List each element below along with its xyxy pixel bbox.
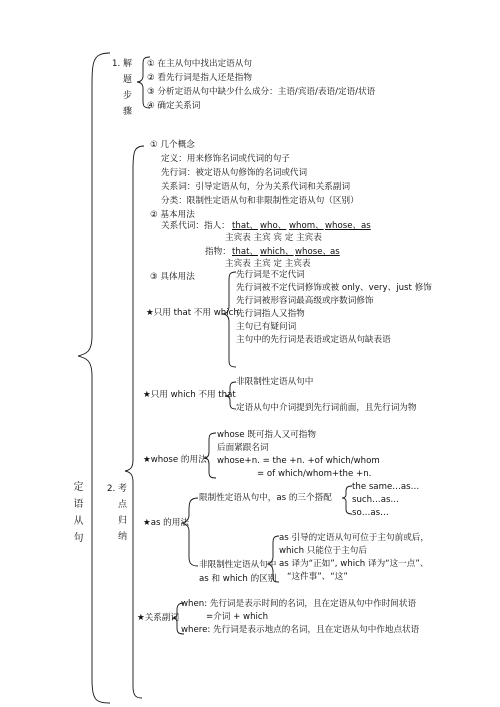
as-nonrestrictive-2: as 和 which 的区别 <box>199 574 277 584</box>
that-item-4: 先行词指人又指物 <box>236 309 305 319</box>
person-word-who: who、 <box>260 221 287 231</box>
section1-title: 解题步骤 <box>122 59 132 117</box>
collocation-brace <box>342 486 352 514</box>
adverb-when-equals: =介词 + which <box>206 612 269 622</box>
root-label: 定语从句 <box>73 482 84 544</box>
which-item-2: 定语从句中介词提到先行词前面，且先行词为物 <box>236 403 417 413</box>
section1-number: 1. <box>112 59 121 69</box>
thing-word-that: that、 <box>232 247 259 257</box>
concepts-heading: ① 几个概念 <box>150 140 195 150</box>
as-nonrestrictive-1: 非限制性定语从句中 <box>199 560 277 570</box>
section2-title: 考点归纳 <box>117 484 127 542</box>
that-brace <box>222 272 236 367</box>
whose-item-4: = of which/whom+the +n. <box>257 469 372 479</box>
whose-item-1: whose 既可指人又可指物 <box>217 430 316 440</box>
as-usage-label: ★as 的用法 <box>143 518 189 528</box>
as-brace <box>182 498 198 566</box>
thing-word-as: as <box>330 247 340 257</box>
thing-roles: 主宾表 主宾 定 主宾表 <box>225 259 311 269</box>
that-item-3: 先行词被形容词最高级或序数词修饰 <box>236 296 374 306</box>
step-1: ① 在主从句中找出定语从句 <box>147 59 252 69</box>
thing-word-whose: whose、 <box>295 247 332 257</box>
as-diff-4: “这件事”、“这” <box>287 572 348 582</box>
that-item-6: 主句中的先行词是表语或定语从句缺表语 <box>236 335 391 345</box>
section2-number: 2. <box>107 484 116 494</box>
that-not-which-label: ★只用 that 不用 which <box>146 308 239 318</box>
as-restrictive: 限制性定语从句中，as 的三个搭配 <box>199 493 332 503</box>
whose-item-2: 后面紧跟名词 <box>217 443 269 453</box>
which-not-that-label: ★只用 which 不用 that <box>143 390 236 400</box>
as-diff-3: as 译为“正如”, which 译为“这一点”、 <box>279 559 429 569</box>
person-word-as: as <box>361 221 371 231</box>
collocation-so-as: so…as… <box>352 508 389 518</box>
step-2: ② 看先行词是指人还是指物 <box>147 73 252 83</box>
specific-heading: ③ 具体用法 <box>150 272 195 282</box>
concept-definition: 定义：用来修饰名词或代词的句子 <box>161 154 290 164</box>
thing-word-which: which、 <box>260 247 294 257</box>
person-word-whose: whose、 <box>325 221 362 231</box>
as-diff-1: as 引导的定语从句可位于主句前或后， <box>279 533 429 543</box>
concept-antecedent: 先行词：被定语从句修饰的名词或代词 <box>161 168 308 178</box>
person-word-that: that、 <box>232 221 259 231</box>
adverb-where: where: 先行词是表示地点的名词，且在定语从句中作地点状语 <box>181 625 420 635</box>
concept-relative-word: 关系词：引导定语从句，分为关系代词和关系副词 <box>161 182 351 192</box>
collocation-same-as: the same…as… <box>352 482 420 492</box>
that-item-2: 先行词被不定代词修饰或被 only、very、just 修饰 <box>236 283 432 293</box>
that-item-1: 先行词是不定代词 <box>236 270 305 280</box>
that-item-5: 主句已有疑问词 <box>236 322 297 332</box>
basic-heading: ② 基本用法 <box>150 210 195 220</box>
person-word-whom: whom、 <box>289 221 324 231</box>
step-3: ③ 分析定语从句中缺少什么成分：主语/宾语/表语/定语/状语 <box>147 87 376 97</box>
relative-adverb-label: ★关系副词 <box>137 613 180 623</box>
adverb-when: when: 先行词是表示时间的名词，且在定语从句中作时间状语 <box>181 599 417 609</box>
person-roles: 主宾表 主宾 宾 定 主宾表 <box>225 233 322 243</box>
root-brace <box>78 53 110 703</box>
collocation-such-as: such…as… <box>352 495 400 505</box>
person-label: 关系代词：指人： <box>161 221 230 231</box>
which-item-1: 非限制性定语从句中 <box>236 377 314 387</box>
whose-label: ★whose 的用法 <box>143 455 207 465</box>
step-4: ④ 确定关系词 <box>147 101 201 111</box>
thing-label: 指物： <box>205 247 231 257</box>
as-diff-2: which 只能位于主句后 <box>279 546 367 556</box>
whose-item-3: whose+n. = the +n. +of which/whom <box>217 456 380 466</box>
concept-classification: 分类：限制性定语从句和非限制性定语从句（区别） <box>161 196 359 206</box>
